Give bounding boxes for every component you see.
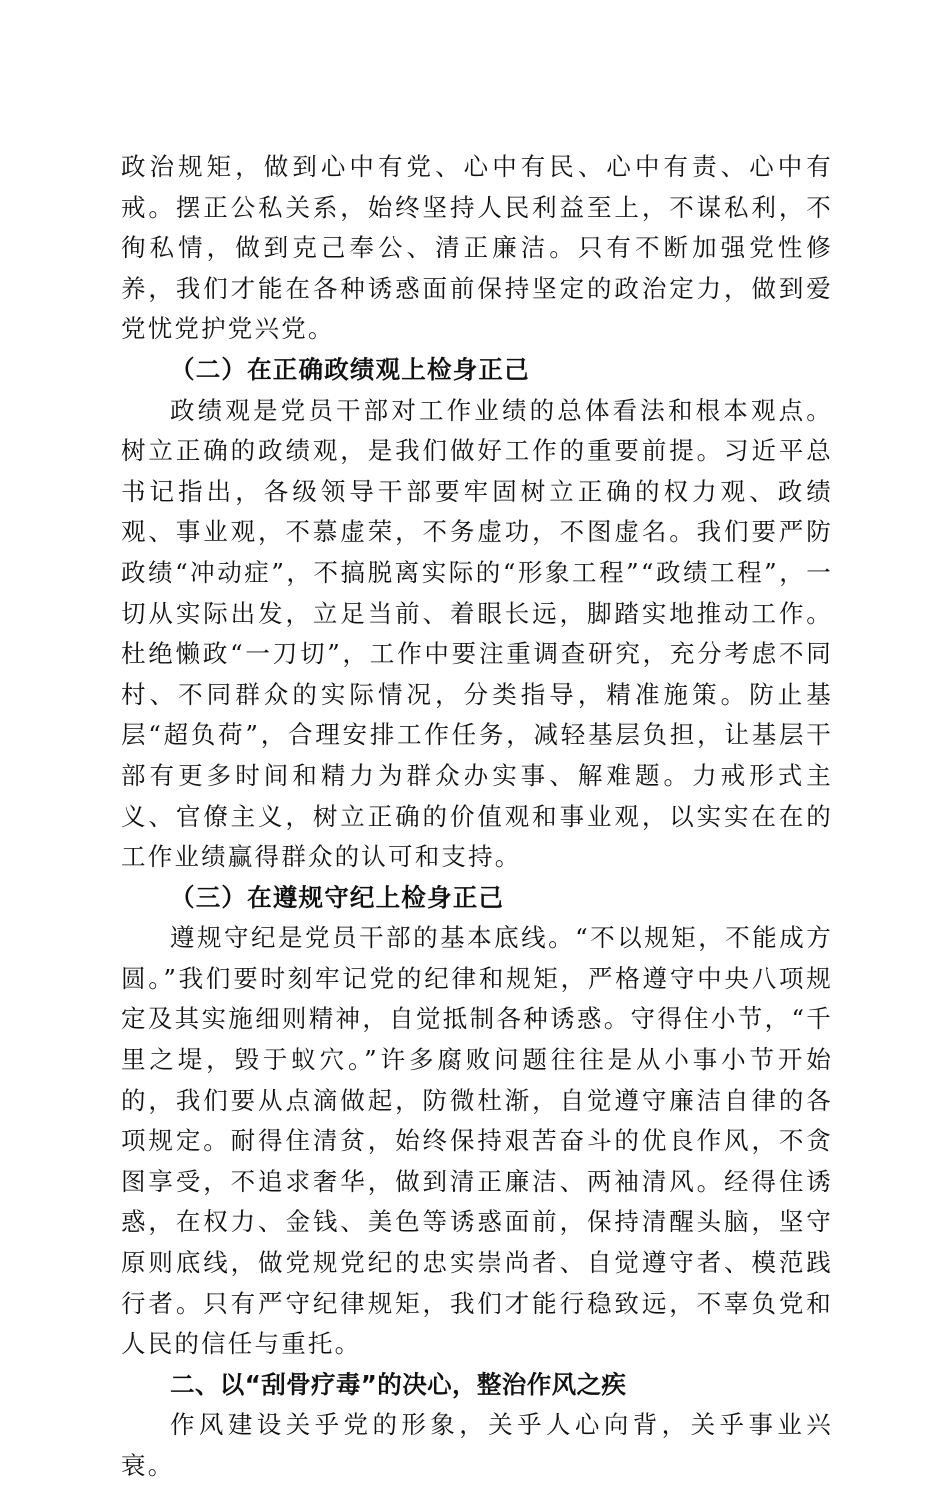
subheading-correct-performance-view: （二）在正确政绩观上检身正己 — [170, 354, 530, 384]
paragraph-performance-view: 政绩观是党员干部对工作业绩的总体看法和根本观点。树立正确的政绩观，是我们做好工作的重要前提。习近平总书记指出，各级领导干部要牢固树立正确的权力观、政绩观、事业观，不慕虚荣，不务虚功，不图虚名。我们要严防政绩“冲动症”，不搞脱离实际的“形象工程”“政绩工程”，一切从实际出发，立足当前、着眼长远，脚踏实地推动工作。杜绝懒政“一刀切”，工作中要注重调查研究，充分考虑不同村、不同群众的实际情况，分类指导，精准施策。防止基层“超负荷”，合理安排工作任务，减轻基层负担，让基层干部有更多时间和精力为群众办实事、解难题。力戒形式主义、官僚主义，树立正确的价值观和事业观，以实实在在的工作业绩赢得群众的认可和支持。 — [121, 395, 833, 872]
heading-section-two: 二、以“刮骨疗毒”的决心，整治作风之疾 — [170, 1369, 627, 1399]
subheading-observe-rules-discipline: （三）在遵规守纪上检身正己 — [170, 882, 505, 912]
paragraph-work-style: 作风建设关乎党的形象，关乎人心向背，关乎事业兴衰。 — [121, 1410, 833, 1480]
paragraph-rules-discipline: 遵规守纪是党员干部的基本底线。“不以规矩，不能成方圆。”我们要时刻牢记党的纪律和规矩，严格遵守中央八项规定及其实施细则精神，自觉抵制各种诱惑。守得住小节，“千里之堤，毁于蚁穴。”许多腐败问题往往是从小事小节开始的，我们要从点滴做起，防微杜渐，自觉遵守廉洁自律的各项规定。耐得住清贫，始终保持艰苦奋斗的优良作风，不贪图享受，不追求奢华，做到清正廉洁、两袖清风。经得住诱惑，在权力、金钱、美色等诱惑面前，保持清醒头脑，坚守原则底线，做党规党纪的忠实崇尚者、自觉遵守者、模范践行者。只有严守纪律规矩，我们才能行稳致远，不辜负党和人民的信任与重托。 — [121, 923, 833, 1359]
document-body — [121, 147, 833, 1487]
paragraph-political-rules: 政治规矩，做到心中有党、心中有民、心中有责、心中有戒。摆正公私关系，始终坚持人民利益至上，不谋私利，不徇私情，做到克己奉公、清正廉洁。只有不断加强党性修养，我们才能在各种诱惑面前保持坚定的政治定力，做到爱党忧党护党兴党。 — [121, 152, 833, 344]
